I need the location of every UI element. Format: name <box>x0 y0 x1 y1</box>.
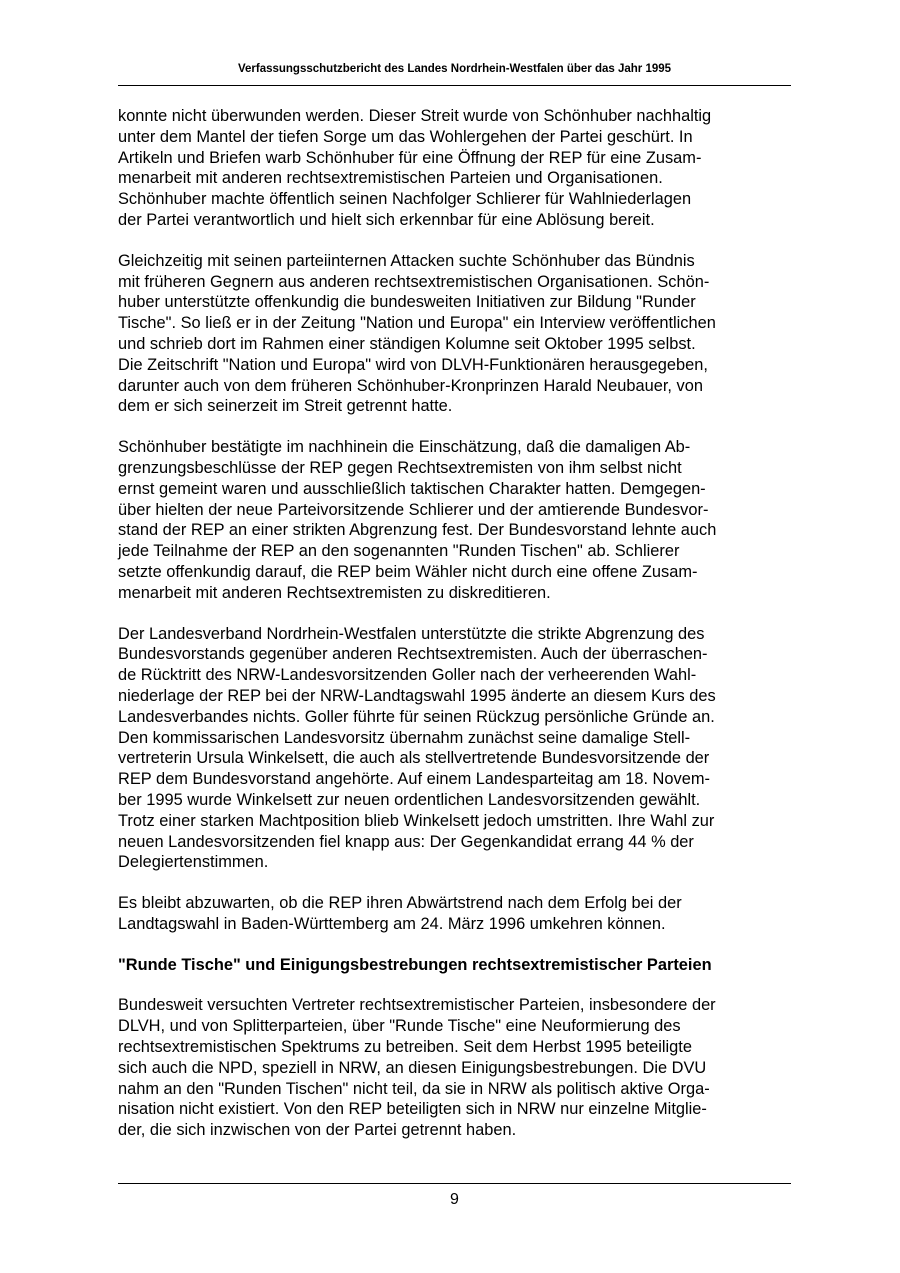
document-body <box>118 106 798 1161</box>
paragraph-5: Es bleibt abzuwarten, ob die REP ihren Abwärtstrend nach dem Erfolg bei der Landtagswahl in Baden-Württemberg am 24. März 1996 umkehren können. <box>118 894 682 933</box>
header-rule <box>118 85 791 86</box>
running-header: Verfassungsschutzbericht des Landes Nordrhein-Westfalen über das Jahr 1995 <box>237 63 672 75</box>
paragraph-2: Gleichzeitig mit seinen parteiinternen Attacken suchte Schönhuber das Bündnis mit früheren Gegnern aus anderen rechtsextremistischen Organisationen. Schön- huber unterstützte offenkundig die bundesweiten Initiativen zur Bildung "Runder Tische". So ließ er in der Zeitung "Nation und Europa" ein Interview veröffentlichen und schrieb dort im Rahmen einer ständigen Kolumne seit Oktober 1995 selbst. Die Zeitschrift "Nation und Europa" wird von DLVH-Funktionären herausgegeben, darunter auch von dem früheren Schönhuber-Kronprinzen Harald Neubauer, von dem er sich seinerzeit im Streit getrennt hatte. <box>118 251 716 416</box>
section-paragraph: Bundesweit versuchten Vertreter rechtsextremistischer Parteien, insbesondere der DLVH, und von Splitterparteien, über "Runde Tische" eine Neuformierung des rechtsextremistischen Spektrums zu betreiben. Seit dem Herbst 1995 beteiligte sich auch die NPD, speziell in NRW, an diesen Einigungsbestrebungen. Die DVU nahm an den "Runden Tischen" nicht teil, da sie in NRW als politisch aktive Orga- nisation nicht existiert. Von den REP beteiligten sich in NRW nur einzelne Mitglie- der, die sich inzwischen von der Partei getrennt haben. <box>118 996 716 1140</box>
paragraph-1: konnte nicht überwunden werden. Dieser Streit wurde von Schönhuber nachhaltig unter dem Mantel der tiefen Sorge um das Wohlergehen der Partei geschürt. In Artikeln und Briefen warb Schönhuber für eine Öffnung der REP für eine Zusam- menarbeit mit anderen rechtsextremistischen Parteien und Organisationen. Schönhuber machte öffentlich seinen Nachfolger Schlierer für Wahlniederlagen der Partei verantwortlich und hielt sich erkennbar für eine Ablösung bereit. <box>118 107 712 229</box>
section-heading: "Runde Tische" und Einigungsbestrebungen rechtsextremistischer Parteien <box>118 955 712 974</box>
page-number: 9 <box>450 1191 459 1208</box>
footer-rule <box>118 1183 791 1184</box>
paragraph-4: Der Landesverband Nordrhein-Westfalen unterstützte die strikte Abgrenzung des Bundesvorstands gegenüber anderen Rechtsextremisten. Auch der überraschen- de Rücktritt des NRW-Landesvorsitzenden Goller nach der verheerenden Wahl- niederlage der REP bei der NRW-Landtagswahl 1995 änderte an diesem Kurs des Landesverbandes nichts. Goller führte für seinen Rückzug persönliche Gründe an. Den kommissarischen Landesvorsitz übernahm zunächst seine damalige Stell- vertreterin Ursula Winkelsett, die auch als stellvertretende Bundesvorsitzende der REP dem Bundesvorstand angehörte. Auf einem Landesparteitag am 18. Novem- ber 1995 wurde Winkelsett zur neuen ordentlichen Landesvorsitzenden gewählt. Trotz einer starken Machtposition blieb Winkelsett jedoch umstritten. Ihre Wahl zur neuen Landesvorsitzenden fiel knapp aus: Der Gegenkandidat errang 44 % der Delegiertenstimmen. <box>118 624 716 872</box>
paragraph-3: Schönhuber bestätigte im nachhinein die Einschätzung, daß die damaligen Ab- grenzungsbeschlüsse der REP gegen Rechtsextremisten von ihm selbst nicht ernst gemeint waren und ausschließlich taktischen Charakter hatten. Demgegen- über hielten der neue Parteivorsitzende Schlierer und der amtierende Bundesvor- stand der REP an einer strikten Abgrenzung fest. Der Bundesvorstand lehnte auch jede Teilnahme der REP an den sogenannten "Runden Tischen" ab. Schlierer setzte offenkundig darauf, die REP beim Wähler nicht durch eine offene Zusam- menarbeit mit anderen Rechtsextremisten zu diskreditieren. <box>118 438 717 602</box>
